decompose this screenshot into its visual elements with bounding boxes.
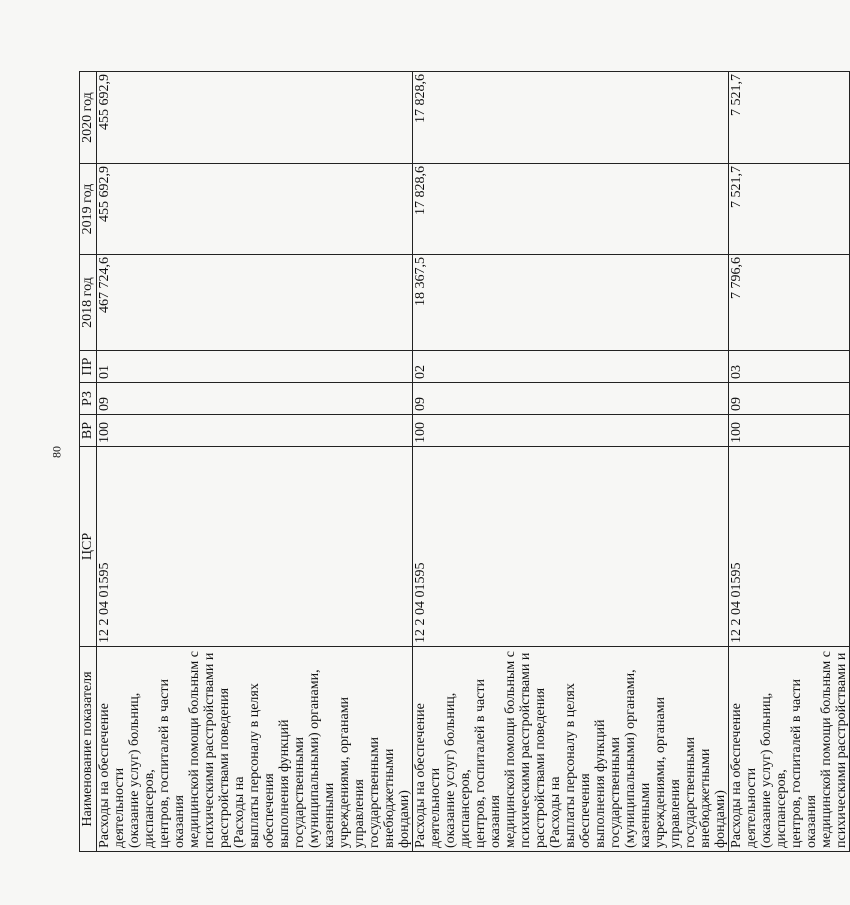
pr-cell: 03 bbox=[729, 351, 850, 383]
value-2020-cell: 7 521,7 bbox=[729, 72, 850, 164]
name-line: государственными внебюджетными bbox=[367, 736, 397, 848]
vr-cell: 100 bbox=[413, 415, 729, 447]
rz-cell: 09 bbox=[729, 383, 850, 415]
row-name-cell bbox=[729, 647, 850, 852]
pr-cell: 02 bbox=[413, 351, 729, 383]
name-line: учреждениями, органами управления bbox=[337, 696, 367, 848]
table-row bbox=[97, 72, 413, 852]
name-line: центров, госпиталей в части оказания bbox=[157, 678, 187, 848]
name-line: психическими расстройствами и bbox=[518, 652, 533, 848]
header-2020: 2020 год bbox=[80, 72, 97, 164]
name-line: психическими расстройствами и bbox=[834, 652, 849, 848]
name-line: выплаты персоналу в целях обеспечения bbox=[247, 683, 277, 848]
name-line: выплаты персоналу в целях обеспечения bbox=[563, 683, 593, 848]
row-name-cell bbox=[97, 647, 413, 852]
vr-cell: 100 bbox=[729, 415, 850, 447]
vr-cell: 100 bbox=[97, 415, 413, 447]
csr-cell: 12 2 04 01595 bbox=[413, 447, 729, 647]
header-rz: РЗ bbox=[80, 383, 97, 415]
name-line: центров, госпиталей в части оказания bbox=[473, 678, 503, 848]
value-2018-cell: 467 724,6 bbox=[97, 255, 413, 351]
value-2020-cell: 17 828,6 bbox=[413, 72, 729, 164]
budget-table bbox=[79, 71, 850, 852]
pr-cell: 01 bbox=[97, 351, 413, 383]
name-line: учреждениями, органами управления bbox=[653, 696, 683, 848]
name-line: выполнения функций государственными bbox=[593, 719, 623, 848]
name-line: выполнения функций государственными bbox=[277, 719, 307, 848]
header-pr: ПР bbox=[80, 351, 97, 383]
name-line: медицинской помощи больным с bbox=[187, 651, 202, 848]
header-csr: ЦСР bbox=[80, 447, 97, 647]
header-2018: 2018 год bbox=[80, 255, 97, 351]
page-number: 80 bbox=[49, 446, 64, 458]
name-line: (оказание услуг) больниц, диспансеров, bbox=[759, 692, 789, 848]
value-2019-cell: 17 828,6 bbox=[413, 164, 729, 255]
csr-cell: 12 2 04 01595 bbox=[97, 447, 413, 647]
name-line: фондами) bbox=[397, 790, 412, 848]
table-row bbox=[729, 72, 850, 852]
rotated-table-container bbox=[79, 72, 849, 852]
rz-cell: 09 bbox=[97, 383, 413, 415]
name-line: (оказание услуг) больниц, диспансеров, bbox=[443, 692, 473, 848]
row-name-cell bbox=[413, 647, 729, 852]
rz-cell: 09 bbox=[413, 383, 729, 415]
header-name: Наименование показателя bbox=[80, 647, 97, 852]
name-line: фондами) bbox=[713, 790, 728, 848]
value-2018-cell: 7 796,6 bbox=[729, 255, 850, 351]
table-row bbox=[413, 72, 729, 852]
name-line: психическими расстройствами и bbox=[202, 652, 217, 848]
name-line: медицинской помощи больным с bbox=[819, 651, 834, 848]
value-2018-cell: 18 367,5 bbox=[413, 255, 729, 351]
csr-cell: 12 2 04 01595 bbox=[729, 447, 850, 647]
name-line: расстройствами поведения (Расходы на bbox=[533, 687, 563, 848]
value-2019-cell: 7 521,7 bbox=[729, 164, 850, 255]
name-line: медицинской помощи больным с bbox=[503, 651, 518, 848]
value-2019-cell: 455 692,9 bbox=[97, 164, 413, 255]
name-line: Расходы на обеспечение деятельности bbox=[97, 703, 127, 848]
header-vr: ВР bbox=[80, 415, 97, 447]
name-line: расстройствами поведения (Расходы на bbox=[217, 687, 247, 848]
name-line: государственными внебюджетными bbox=[683, 736, 713, 848]
name-line: (оказание услуг) больниц, диспансеров, bbox=[127, 692, 157, 848]
name-line: центров, госпиталей в части оказания bbox=[789, 678, 819, 848]
name-line: (муниципальными) органами, казенными bbox=[623, 669, 653, 848]
name-line: Расходы на обеспечение деятельности bbox=[413, 703, 443, 848]
value-2020-cell: 455 692,9 bbox=[97, 72, 413, 164]
table-header-row bbox=[80, 72, 97, 852]
name-line: Расходы на обеспечение деятельности bbox=[729, 703, 759, 848]
header-2019: 2019 год bbox=[80, 164, 97, 255]
name-line: (муниципальными) органами, казенными bbox=[307, 669, 337, 848]
